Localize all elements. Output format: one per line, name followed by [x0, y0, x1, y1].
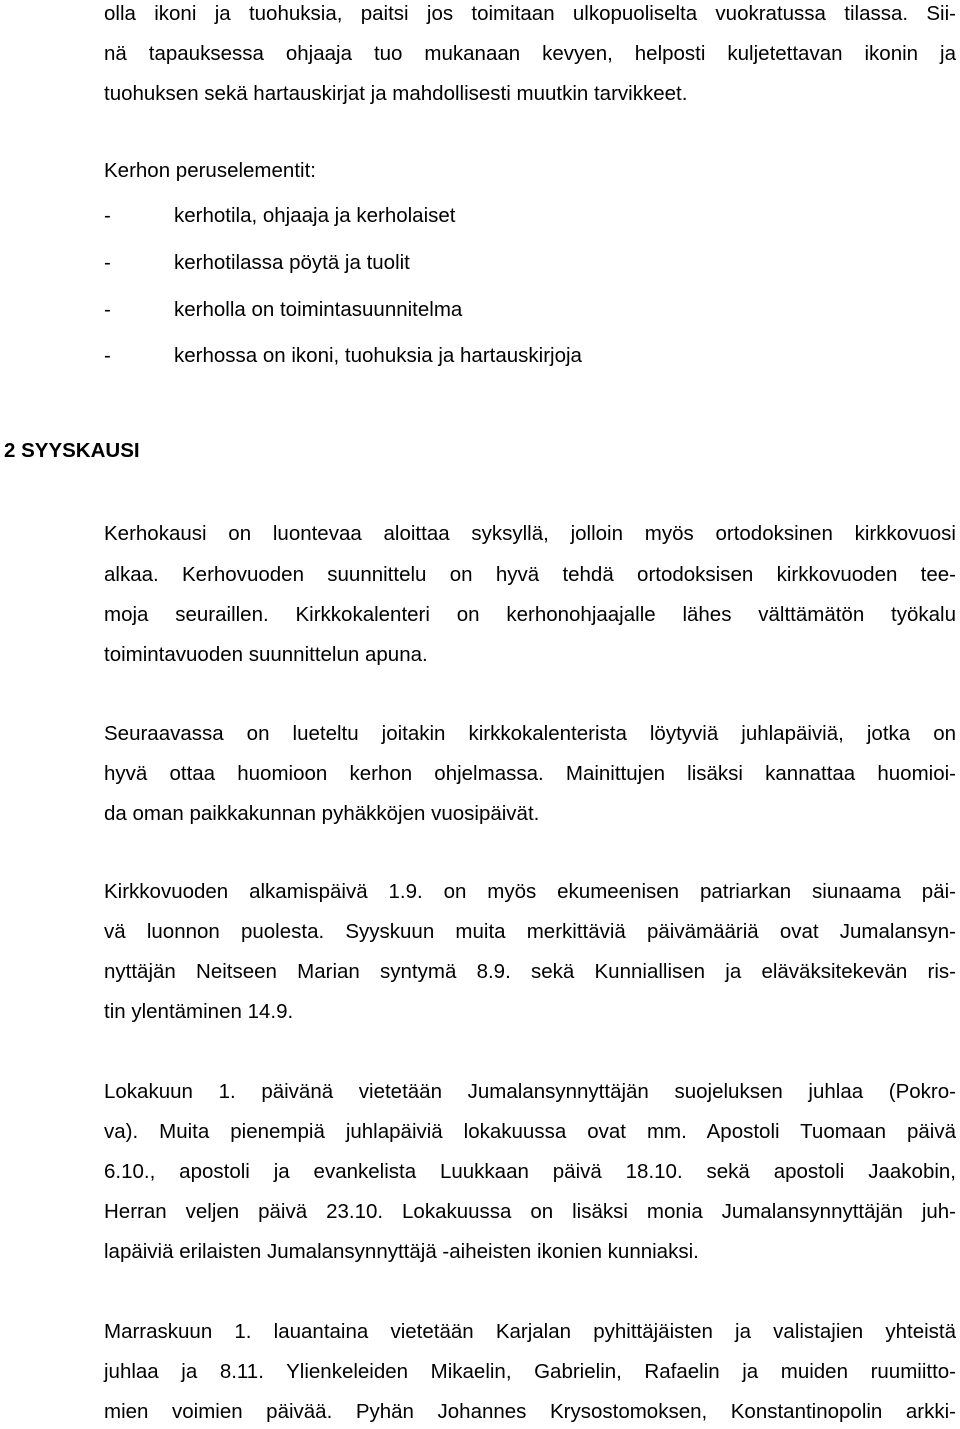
text-line: hyvä ottaa huomioon kerhon ohjelmassa. Mainittujen lisäksi kannattaa huomioi-: [104, 762, 956, 785]
text-line: toimintavuoden suunnittelun apuna.: [104, 643, 428, 666]
text-line: alkaa. Kerhovuoden suunnittelu on hyvä tehdä ortodoksisen kirkkovuoden tee-: [104, 563, 956, 586]
text-line: Kerhokausi on luontevaa aloittaa syksyllä, jolloin myös ortodoksinen kirkkovuosi: [104, 522, 956, 545]
list-item-text: kerholla on toimintasuunnitelma: [174, 298, 463, 321]
text-line: moja seuraillen. Kirkkokalenteri on kerhonohjaajalle lähes välttämätön työkalu: [104, 603, 956, 626]
text-line: tuohuksen sekä hartauskirjat ja mahdollisesti muutkin tarvikkeet.: [104, 82, 688, 105]
text-line: Lokakuun 1. päivänä vietetään Jumalansynnyttäjän suojeluksen juhlaa (Pokro-: [104, 1080, 956, 1103]
list-title: Kerhon peruselementit:: [104, 159, 316, 182]
text-line: tin ylentäminen 14.9.: [104, 1000, 294, 1023]
text-line: nyttäjän Neitseen Marian syntymä 8.9. sekä Kunniallisen ja eläväksitekevän ris-: [104, 960, 956, 983]
text-line: va). Muita pienempiä juhlapäiviä lokakuussa ovat mm. Apostoli Tuomaan päivä: [104, 1120, 956, 1143]
dash-marker: -: [104, 251, 111, 274]
text-line: 6.10., apostoli ja evankelista Luukkaan päivä 18.10. sekä apostoli Jaakobin,: [104, 1160, 956, 1183]
dash-marker: -: [104, 344, 111, 367]
text-line: olla ikoni ja tuohuksia, paitsi jos toimitaan ulkopuoliselta vuokratussa tilassa. Sii-: [104, 2, 956, 25]
text-line: vä luonnon puolesta. Syyskuun muita merkittäviä päivämääriä ovat Jumalansyn-: [104, 920, 956, 943]
text-line: mien voimien päivää. Pyhän Johannes Krysostomoksen, Konstantinopolin arkki-: [104, 1400, 956, 1423]
list-item-text: kerhotila, ohjaaja ja kerholaiset: [174, 204, 456, 227]
text-line: Herran veljen päivä 23.10. Lokakuussa on lisäksi monia Jumalansynnyttäjän juh-: [104, 1200, 956, 1223]
text-line: juhlaa ja 8.11. Ylienkeleiden Mikaelin, Gabrielin, Rafaelin ja muiden ruumiitto-: [104, 1360, 956, 1383]
section-heading: 2 SYYSKAUSI: [4, 439, 140, 462]
text-line: da oman paikkakunnan pyhäkköjen vuosipäivät.: [104, 802, 540, 825]
text-line: lapäiviä erilaisten Jumalansynnyttäjä -aiheisten ikonien kunniaksi.: [104, 1240, 699, 1263]
list-item-text: kerhotilassa pöytä ja tuolit: [174, 251, 410, 274]
text-line: Kirkkovuoden alkamispäivä 1.9. on myös ekumeenisen patriarkan siunaama päi-: [104, 880, 956, 903]
text-line: nä tapauksessa ohjaaja tuo mukanaan kevyen, helposti kuljetettavan ikonin ja: [104, 42, 956, 65]
text-line: Marraskuun 1. lauantaina vietetään Karjalan pyhittäjäisten ja valistajien yhteistä: [104, 1320, 956, 1343]
dash-marker: -: [104, 204, 111, 227]
list-item-text: kerhossa on ikoni, tuohuksia ja hartauskirjoja: [174, 344, 582, 367]
text-line: Seuraavassa on lueteltu joitakin kirkkokalenterista löytyviä juhlapäiviä, jotka on: [104, 722, 956, 745]
dash-marker: -: [104, 298, 111, 321]
